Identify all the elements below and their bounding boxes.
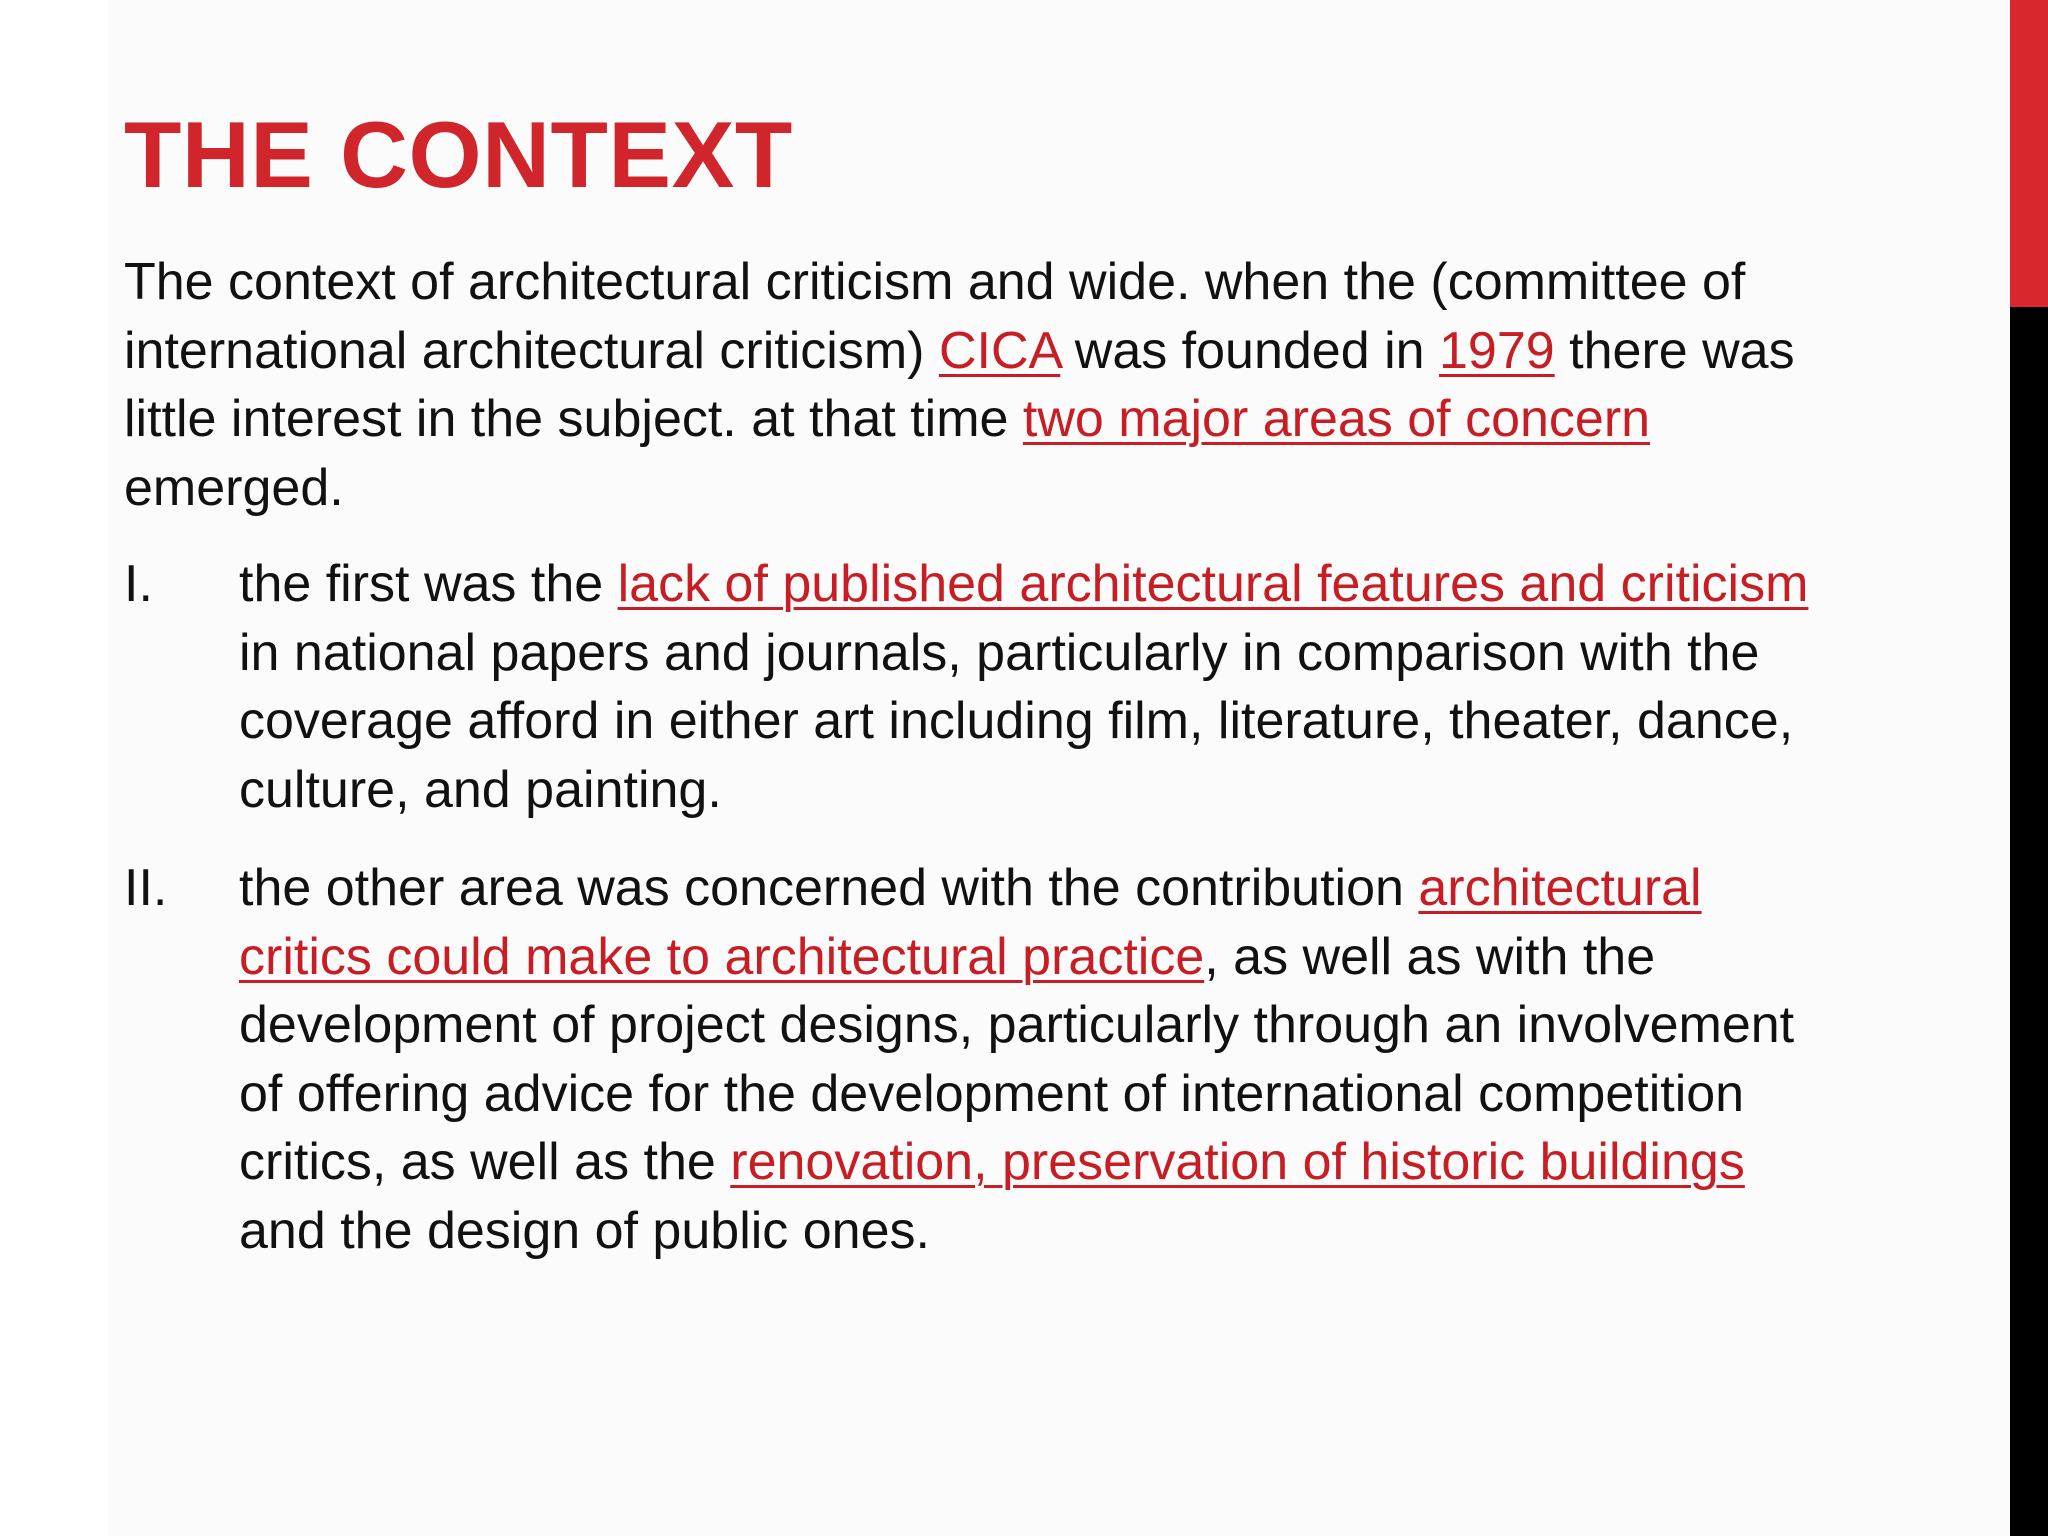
intro-text: emerged.	[124, 458, 344, 517]
accent-bar-red	[2010, 0, 2048, 307]
list-numeral: I.	[124, 555, 153, 613]
intro-text: The context of architectural criticism and wide. when the (committee of international architectural criticism)	[124, 253, 1746, 380]
highlight-year: 1979	[1439, 321, 1555, 380]
highlight-cica: CICA	[938, 321, 1061, 380]
highlight-lack-of-features: lack of published architectural features and criticism	[617, 555, 1809, 613]
item-text: the other area was concerned with the contribution	[239, 859, 1419, 917]
intro-text: was founded in	[1060, 321, 1440, 380]
list-item-first	[124, 550, 1844, 824]
accent-bar-black	[2010, 307, 2048, 1536]
list-item-second	[124, 854, 1844, 1265]
highlight-critics-contribution: architectural critics could make to architectural practice	[239, 859, 1702, 986]
item-text: in national papers and journals, particularly in comparison with the coverage afford in either art including film, literature, theater, dance, culture, and painting.	[239, 623, 1794, 819]
slide-title: THE CONTEXT	[124, 102, 793, 207]
item-text: and the design of public ones.	[239, 1201, 930, 1260]
intro-paragraph	[124, 248, 1844, 522]
list-item-text	[239, 550, 1844, 824]
list-item-text	[239, 854, 1844, 1265]
list-numeral: II.	[124, 859, 168, 917]
item-text: the first was the	[239, 555, 618, 613]
intro-text: there was little interest in the subject. at that time	[124, 321, 1795, 448]
highlight-renovation: renovation, preservation of historic buildings	[730, 1133, 1745, 1191]
item-text: , as well as with the development of project designs, particularly through an involvement of offering advice for the development of international competition critics, as well as the	[239, 927, 1795, 1191]
highlight-areas-of-concern: two major areas of concern	[1022, 390, 1651, 448]
slide-content	[124, 248, 1844, 1295]
